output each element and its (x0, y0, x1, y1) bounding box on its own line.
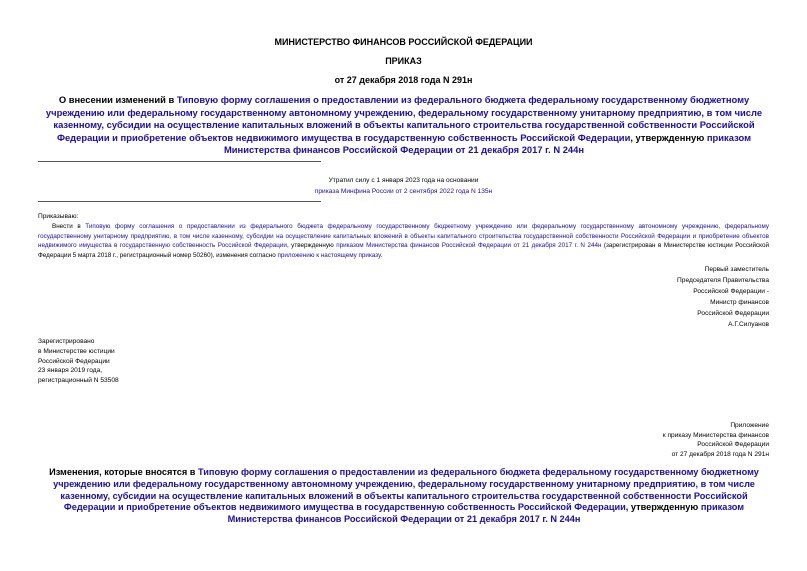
appendix-line: к приказу Министерства финансов (662, 431, 769, 439)
registration-line: Российской Федерации (38, 357, 110, 365)
expired-notice-text: Утратил силу с 1 января 2023 года на основании (328, 177, 479, 184)
body-link-template-form[interactable]: Типовую форму соглашения о предоставлении из федерального бюджета федеральному государственному бюджетному учреждению или федеральному государственному автономному учреждению, федеральному государственному унитарному предприятию, в том числе казенному, субсидии на осуществление капитальных вложений в объекты капитального строительства государственной собственности Российской Федерации и приобретение объектов недвижимого имущества в государственную собственность Российской Федерации (38, 223, 770, 250)
title-link-template-form[interactable]: Типовую форму соглашения о предоставлении из федерального бюджета федеральному государственному бюджетному учреждению или федеральному государственному автономному учреждению, федеральному государственному унитарному предприятию, в том числе казенному, субсидии на осуществление капитальных вложений в объекты капитального строительства государственной собственности Российской Федерации и приобретение объектов недвижимого имущества в государственную собственность Российской Федерации (45, 94, 763, 143)
body-link-appendix[interactable]: приложению к настоящему приказу (277, 251, 381, 259)
ministry-heading: МИНИСТЕРСТВО ФИНАНСОВ РОССИЙСКОЙ ФЕДЕРАЦИИ (274, 37, 533, 47)
document-title (34, 94, 774, 157)
divider-bottom (38, 201, 321, 202)
appendix-block (663, 421, 769, 460)
title-prefix: О внесении изменений в (58, 94, 177, 105)
title-link-order-244n[interactable]: приказом Министерства финансов Российской Федерации от 21 декабря 2017 г. N 244н (223, 131, 752, 155)
order-body-paragraph (38, 222, 769, 260)
appendix-line: от 27 декабря 2018 года N 291н (671, 451, 769, 459)
changes-title (34, 467, 774, 526)
changes-link-template-form[interactable]: Типовую форму соглашения о предоставлении из федерального бюджета федеральному государственному бюджетному учреждению или федеральному государственному автономному учреждению, федеральному государственному унитарному предприятию, в том числе казенному, субсидии на осуществление капитальных вложений в объекты капитального строительства государственной собственности Российской Федерации и приобретение объектов недвижимого имущества в государственную собственность Российской Федерации (53, 467, 759, 513)
signature-line: Российской Федерации - (693, 288, 769, 295)
signature-line: Министр финансов (710, 299, 769, 306)
appendix-line: Приложение (730, 422, 769, 429)
registration-line: в Министерстве юстиции (38, 347, 115, 355)
registration-line: регистрационный N 53508 (38, 377, 119, 385)
body-mid1: , утвержденную (286, 242, 337, 250)
body-mid2: (зарегистрирован в Министерстве юстиции Российской Федерации 5 марта 2018 г., регистрационный номер 50260), изменения согласно (38, 242, 769, 259)
prikazyvayu-label: Приказываю: (38, 213, 79, 220)
signature-line: Российской Федерации (697, 310, 769, 317)
signature-block (677, 264, 769, 330)
registration-line: Зарегистрировано (38, 338, 95, 345)
appendix-line: Российской Федерации (697, 441, 769, 449)
order-heading: ПРИКАЗ (385, 56, 422, 66)
body-link-order-244n[interactable]: приказом Министерства финансов Российской Федерации от 21 декабря 2017 г. N 244н (336, 242, 602, 250)
changes-prefix: Изменения, которые вносятся в (49, 467, 198, 477)
divider-top (38, 161, 321, 162)
body-prefix: Внести в (52, 223, 86, 230)
signature-line: Первый заместитель (704, 266, 769, 273)
registration-block (38, 337, 119, 386)
registration-line: 23 января 2019 года, (38, 367, 103, 375)
expired-notice (200, 175, 607, 197)
expired-link-order-135n[interactable]: приказа Минфина России от 2 сентября 2022 года N 135н (314, 188, 493, 195)
signature-name: А.Г.Силуанов (728, 321, 769, 328)
body-end: . (380, 251, 383, 259)
order-date: от 27 декабря 2018 года N 291н (334, 75, 473, 85)
signature-line: Председателя Правительства (677, 277, 769, 284)
changes-link-order-244n[interactable]: приказом Министерства финансов Российской Федерации от 21 декабря 2017 г. N 244н (227, 502, 745, 525)
title-middle: , утвержденную (630, 131, 707, 143)
changes-middle: , утвержденную (625, 502, 701, 513)
